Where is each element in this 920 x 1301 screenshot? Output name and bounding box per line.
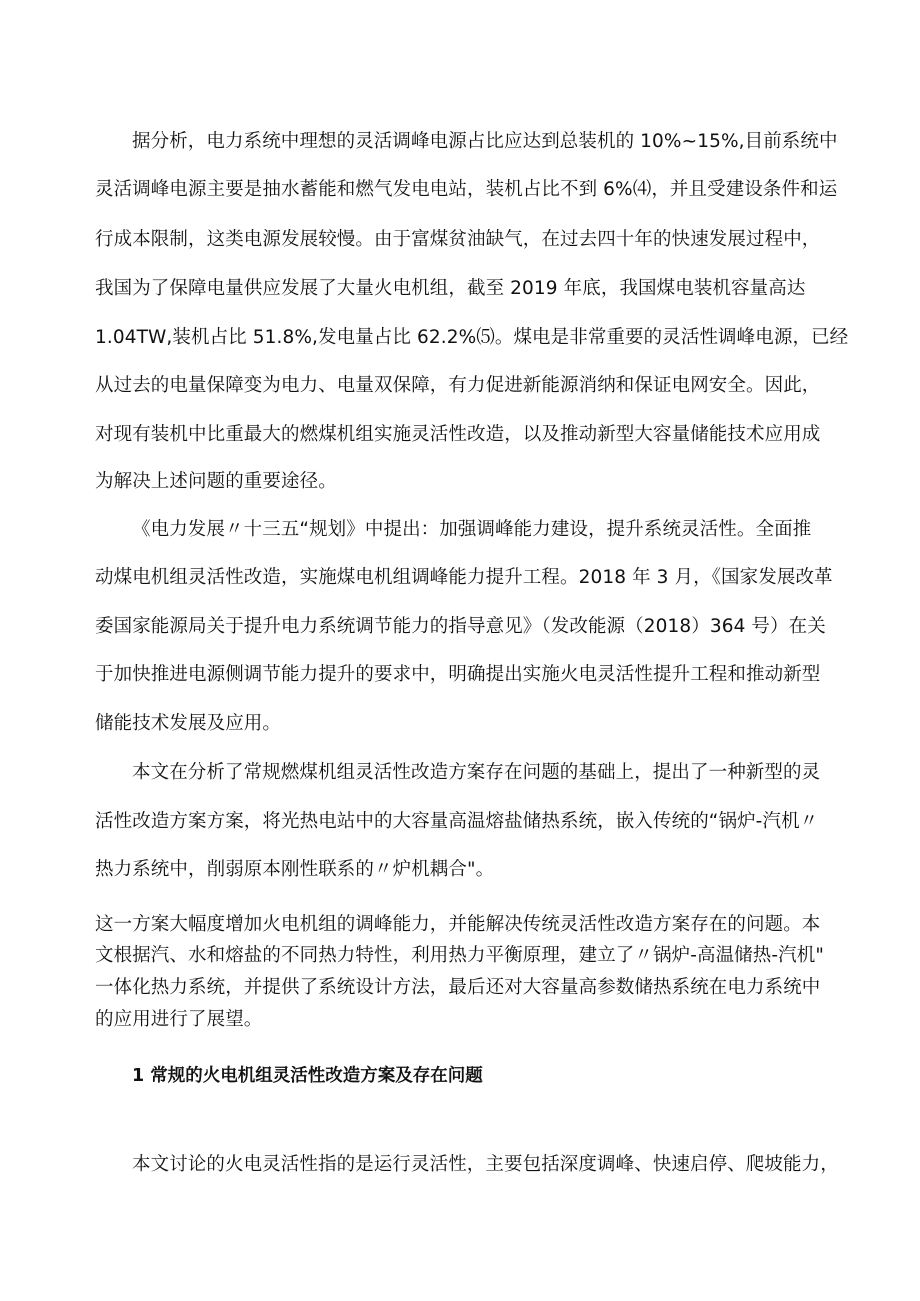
text-line: 为解决上述问题的重要途径。 — [95, 471, 337, 492]
text-line: 1.04TW,装机占比 51.8%,发电量占比 62.2%⑸。煤电是非常重要的灵活性调峰电源，已经 — [95, 327, 849, 348]
text-line: 一体化热力系统，并提供了系统设计方法，最后还对大容量高参数储热系统在电力系统中 — [95, 977, 821, 998]
text-line: 从过去的电量保障变为电力、电量双保障，有力促进新能源消纳和保证电网安全。因此， — [95, 375, 821, 396]
text-line: 活性改造方案方案，将光热电站中的大容量高温熔盐储热系统，嵌入传统的“锅炉-汽机〃 — [95, 811, 819, 832]
text-line: 委国家能源局关于提升电力系统调节能力的指导意见》（发改能源（2018）364 号）在关 — [95, 616, 826, 637]
text-line: 热力系统中，削弱原本刚性联系的〃炉机耦合"。 — [95, 859, 495, 880]
text-line: 储能技术发展及应用。 — [95, 713, 282, 734]
text-line: 对现有装机中比重最大的燃煤机组实施灵活性改造，以及推动新型大容量储能技术应用成 — [95, 424, 821, 445]
text-line: 本文在分析了常规燃煤机组灵活性改造方案存在问题的基础上，提出了一种新型的灵 — [132, 762, 821, 783]
text-line: 的应用进行了展望。 — [95, 1009, 263, 1030]
text-line: 于加快推进电源侧调节能力提升的要求中，明确提出实施火电灵活性提升工程和推动新型 — [95, 664, 821, 685]
text-line: 这一方案大幅度增加火电机组的调峰能力，并能解决传统灵活性改造方案存在的问题。本 — [95, 914, 821, 935]
text-line: 文根据汽、水和熔盐的不同热力特性，利用热力平衡原理，建立了〃锅炉-高温储热-汽机" — [95, 945, 824, 966]
text-line: 行成本限制，这类电源发展较慢。由于富煤贫油缺气，在过去四十年的快速发展过程中， — [95, 229, 821, 250]
text-line: 据分析，电力系统中理想的灵活调峰电源占比应达到总装机的 10%~15%,目前系统中 — [132, 131, 838, 152]
text-line: 《电力发展〃十三五“规划》中提出：加强调峰能力建设，提升系统灵活性。全面推 — [132, 519, 812, 540]
text-line: 本文讨论的火电灵活性指的是运行灵活性，主要包括深度调峰、快速启停、爬坡能力， — [132, 1154, 839, 1175]
section-heading: 1 常规的火电机组灵活性改造方案及存在问题 — [132, 1066, 483, 1086]
text-line: 我国为了保障电量供应发展了大量火电机组，截至 2019 年底，我国煤电装机容量高达 — [95, 278, 806, 299]
text-line: 灵活调峰电源主要是抽水蓄能和燃气发电电站，装机占比不到 6%⑷，并且受建设条件和运 — [95, 179, 838, 200]
text-line: 动煤电机组灵活性改造，实施煤电机组调峰能力提升工程。2018 年 3 月，《国家发展改革 — [95, 567, 833, 588]
